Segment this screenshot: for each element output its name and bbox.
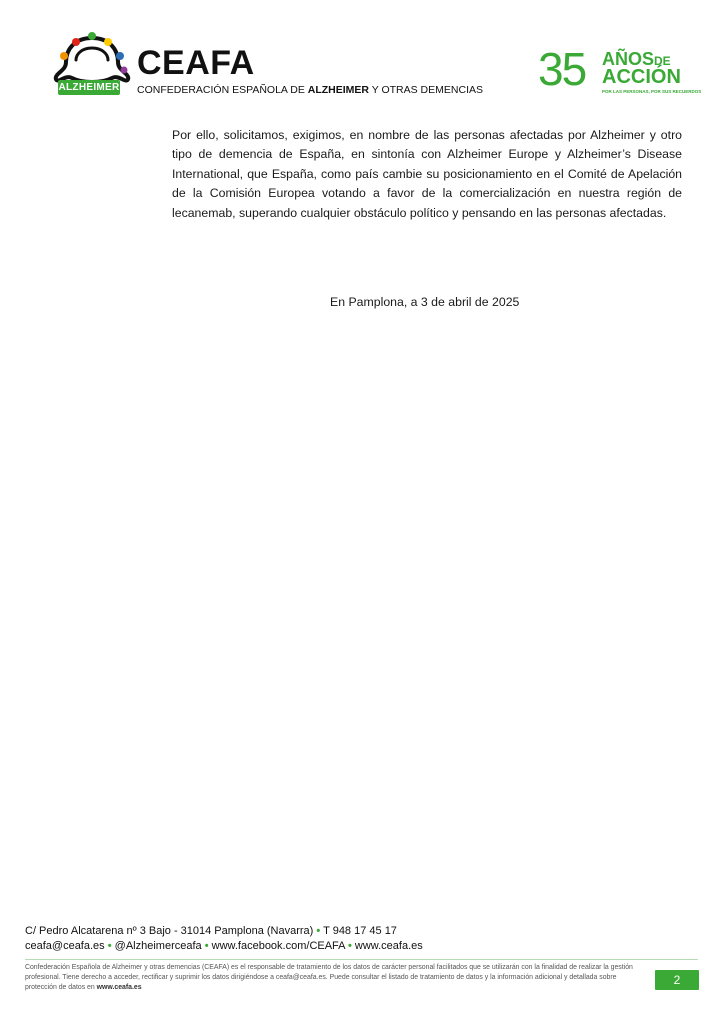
legal-link[interactable]: www.ceafa.es bbox=[96, 984, 142, 991]
place-date: En Pamplona, a 3 de abril de 2025 bbox=[330, 295, 520, 309]
footer-facebook[interactable]: www.facebook.com/CEAFA bbox=[211, 940, 345, 952]
anniversary-line2: ACCIÓN bbox=[602, 66, 681, 88]
footer-divider bbox=[25, 959, 698, 960]
brand-subtitle bbox=[137, 84, 483, 96]
footer-website[interactable]: www.ceafa.es bbox=[354, 940, 423, 952]
page-number: 2 bbox=[655, 970, 699, 990]
footer-twitter[interactable]: @Alzheimerceafa bbox=[114, 940, 202, 952]
subtitle-bold: ALZHEIMER bbox=[307, 84, 370, 96]
footer-address-line bbox=[25, 924, 423, 939]
subtitle-pre: CONFEDERACIÓN ESPAÑOLA DE bbox=[137, 84, 308, 96]
footer-phone: T 948 17 45 17 bbox=[323, 925, 397, 937]
separator-dot: • bbox=[204, 940, 209, 952]
footer-legal-notice bbox=[25, 963, 637, 993]
anniversary-logo bbox=[538, 43, 702, 98]
footer-links-line bbox=[25, 939, 423, 954]
separator-dot: • bbox=[107, 940, 112, 952]
body-paragraph: Por ello, solicitamos, exigimos, en nombre de las personas afectadas por Alzheimer y otro tipo de demencia de España, en sintonía con Alzheimer Europe y Alzheimer’s Disease International, que España, como país cambie su posicionamiento en el Comité de Apelación de la Comisión Europea votando a favor de la comercialización en nuestra región de lecanemab, superando cualquier obstáculo político y pensando en las personas afectadas. bbox=[172, 128, 682, 220]
anniversary-number: 35 bbox=[538, 43, 586, 95]
subtitle-post: Y OTRAS DEMENCIAS bbox=[369, 84, 483, 96]
footer-address: C/ Pedro Alcatarena nº 3 Bajo - 31014 Pamplona (Navarra) bbox=[25, 925, 314, 937]
separator-dot: • bbox=[316, 925, 321, 937]
brand-name: CEAFA bbox=[137, 44, 255, 82]
footer-contact bbox=[25, 924, 423, 954]
anniversary-years: AÑOS bbox=[602, 49, 655, 69]
alzheimer-badge: ALZHEIMER bbox=[58, 82, 120, 93]
anniversary-de: DE bbox=[654, 54, 671, 68]
legal-text: Confederación Española de Alzheimer y otras demencias (CEAFA) es el responsable de tratamiento de los datos de carácter personal facilitados que se utilizarán con la finalidad de realizar la gestión profesional. Tiene derecho a acceder, rectificar y suprimir los datos dirigiéndose a ceafa@ceafa.es. Puede consultar el listado de tratamiento de datos y la información adicional y detallada sobre protección de datos en bbox=[25, 964, 633, 991]
anniversary-tagline: POR LAS PERSONAS, POR SUS RECUERDOS bbox=[602, 89, 702, 94]
footer-email[interactable]: ceafa@ceafa.es bbox=[25, 940, 105, 952]
letterhead bbox=[0, 0, 724, 110]
separator-dot: • bbox=[347, 940, 352, 952]
